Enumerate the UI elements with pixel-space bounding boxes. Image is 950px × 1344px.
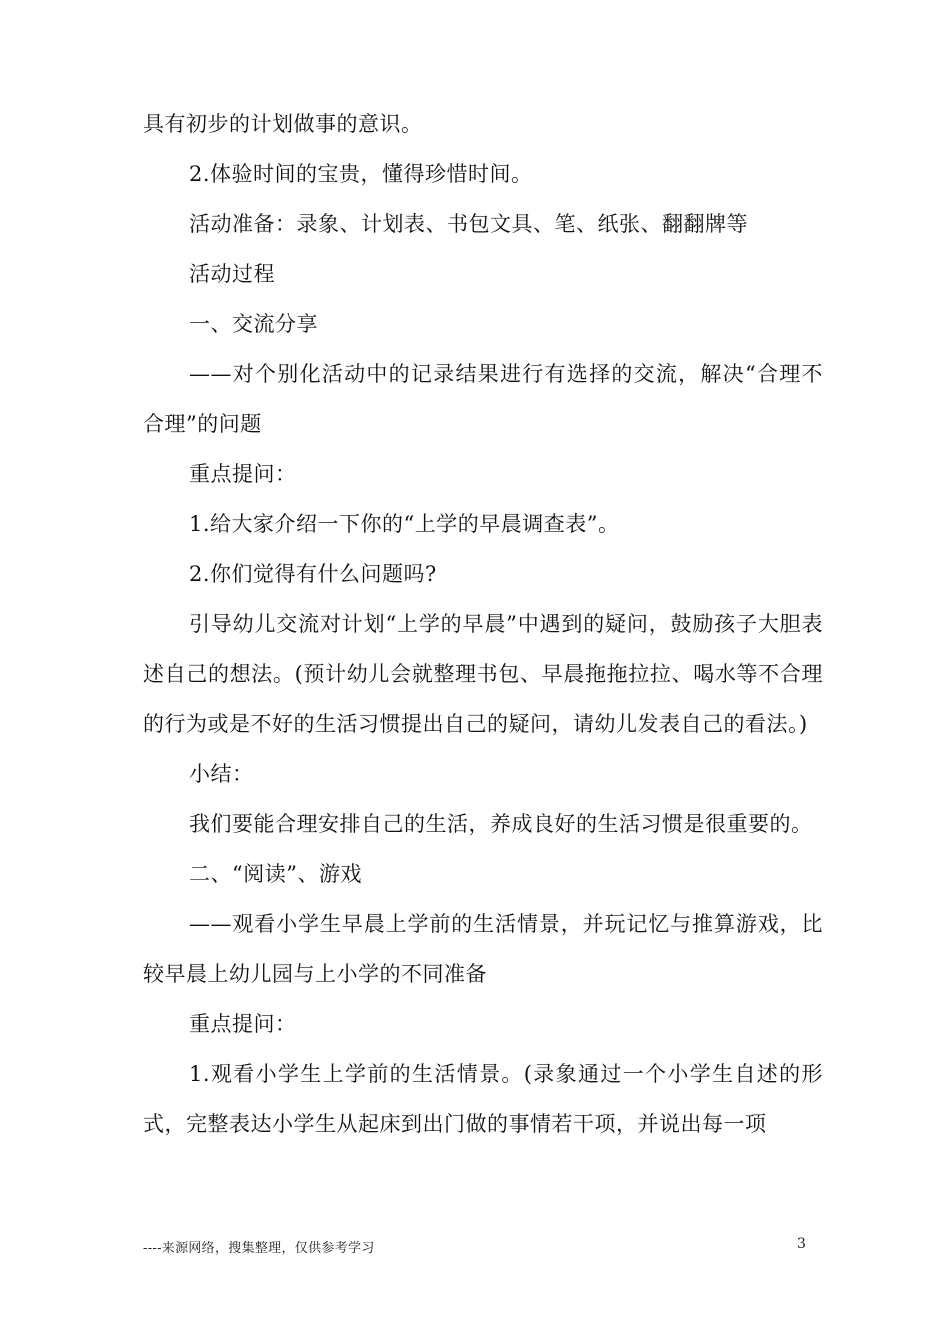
paragraph: 具有初步的计划做事的意识。 <box>143 112 423 136</box>
document-body <box>143 99 823 1149</box>
list-item: 2.你们觉得有什么问题吗? <box>189 562 437 586</box>
paragraph: ——观看小学生早晨上学前的生活情景，并玩记忆与推算游戏，比较早晨上幼儿园与上小学的不同准备 <box>143 912 823 986</box>
paragraph: 重点提问： <box>189 462 297 486</box>
paragraph: 小结： <box>189 762 254 786</box>
paragraph: 2.体验时间的宝贵，懂得珍惜时间。 <box>189 162 533 186</box>
paragraph: 我们要能合理安排自己的生活，养成良好的生活习惯是很重要的。 <box>189 812 813 836</box>
section-heading: 二、“阅读”、游戏 <box>189 862 362 886</box>
list-item: 1.给大家介绍一下你的“上学的早晨调查表”。 <box>189 512 620 536</box>
paragraph: 引导幼儿交流对计划“上学的早晨”中遇到的疑问，鼓励孩子大胆表述自己的想法。(预计幼儿会就整理书包、早晨拖拖拉拉、喝水等不合理的行为或是不好的生活习惯提出自己的疑问，请幼儿发表自己的看法。) <box>143 612 823 736</box>
paragraph: 活动准备：录象、计划表、书包文具、笔、纸张、翻翻牌等 <box>189 212 748 236</box>
page-number: 3 <box>797 1236 806 1252</box>
paragraph: 重点提问： <box>189 1012 297 1036</box>
footer-note: ----来源网络，搜集整理，仅供参考学习 <box>143 1241 375 1256</box>
paragraph: ——对个别化活动中的记录结果进行有选择的交流，解决“合理不合理”的问题 <box>143 362 823 436</box>
section-heading: 一、交流分享 <box>189 312 318 336</box>
list-item: 1.观看小学生上学前的生活情景。(录象通过一个小学生自述的形式，完整表达小学生从起床到出门做的事情若干项，并说出每一项 <box>143 1062 823 1136</box>
section-heading: 活动过程 <box>189 262 275 286</box>
